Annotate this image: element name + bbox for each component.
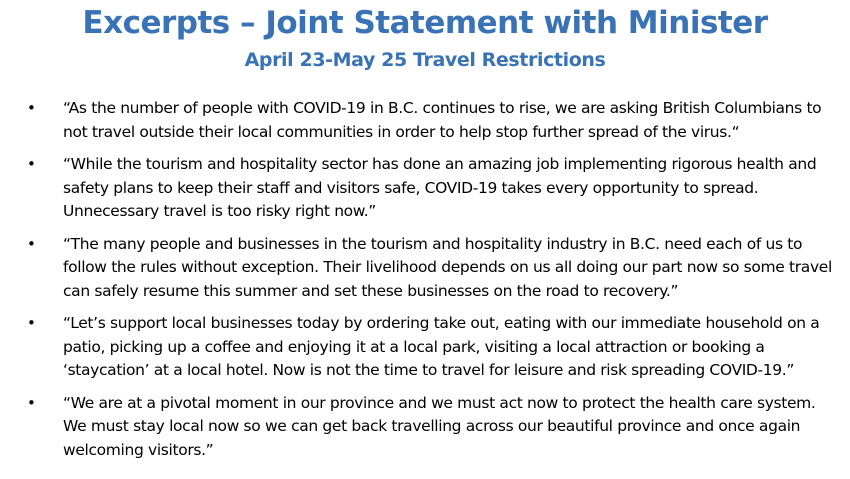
- bullet-text: “We are at a pivotal moment in our province and we must act now to protect the health care system. We must stay local now so we can get back travelling across our beautiful province and once again welcoming visitors.”: [63, 393, 816, 459]
- bullet-item: [0, 392, 850, 463]
- bullet-dot-icon: •: [27, 314, 36, 332]
- slide-title: Excerpts – Joint Statement with Minister: [82, 5, 768, 41]
- bullet-text: “The many people and businesses in the tourism and hospitality industry in B.C. need each of us to follow the rules without exception. Their livelihood depends on us all doing our part now so some travel can safely resume this summer and set these businesses on the road to recovery.”: [63, 234, 832, 300]
- bullet-item: [0, 97, 850, 144]
- bullet-item: [0, 233, 850, 304]
- bullet-dot-icon: •: [27, 99, 36, 117]
- bullet-dot-icon: •: [27, 234, 36, 253]
- bullet-list: [0, 97, 850, 471]
- bullet-text: “Let’s support local businesses today by ordering take out, eating with our immediate household on a patio, picking up a coffee and enjoying it at a local park, visiting a local attraction or booking a ‘staycation’ at a local hotel. Now is not the time to travel for leisure and risk spreading COVID-19.”: [63, 314, 820, 379]
- bullet-text: “While the tourism and hospitality sector has done an amazing job implementing rigorous health and safety plans to keep their staff and visitors safe, COVID-19 takes every opportunity to spread. Unnecessary travel is too risky right now.”: [63, 155, 817, 220]
- slide-subtitle: April 23-May 25 Travel Restrictions: [244, 49, 606, 71]
- bullet-text: “As the number of people with COVID-19 in B.C. continues to rise, we are asking British Columbians to not travel outside their local communities in order to help stop further spread of the virus.“: [63, 99, 822, 141]
- bullet-dot-icon: •: [27, 155, 36, 173]
- bullet-dot-icon: •: [27, 393, 36, 412]
- bullet-item: [0, 312, 850, 383]
- bullet-item: [0, 153, 850, 224]
